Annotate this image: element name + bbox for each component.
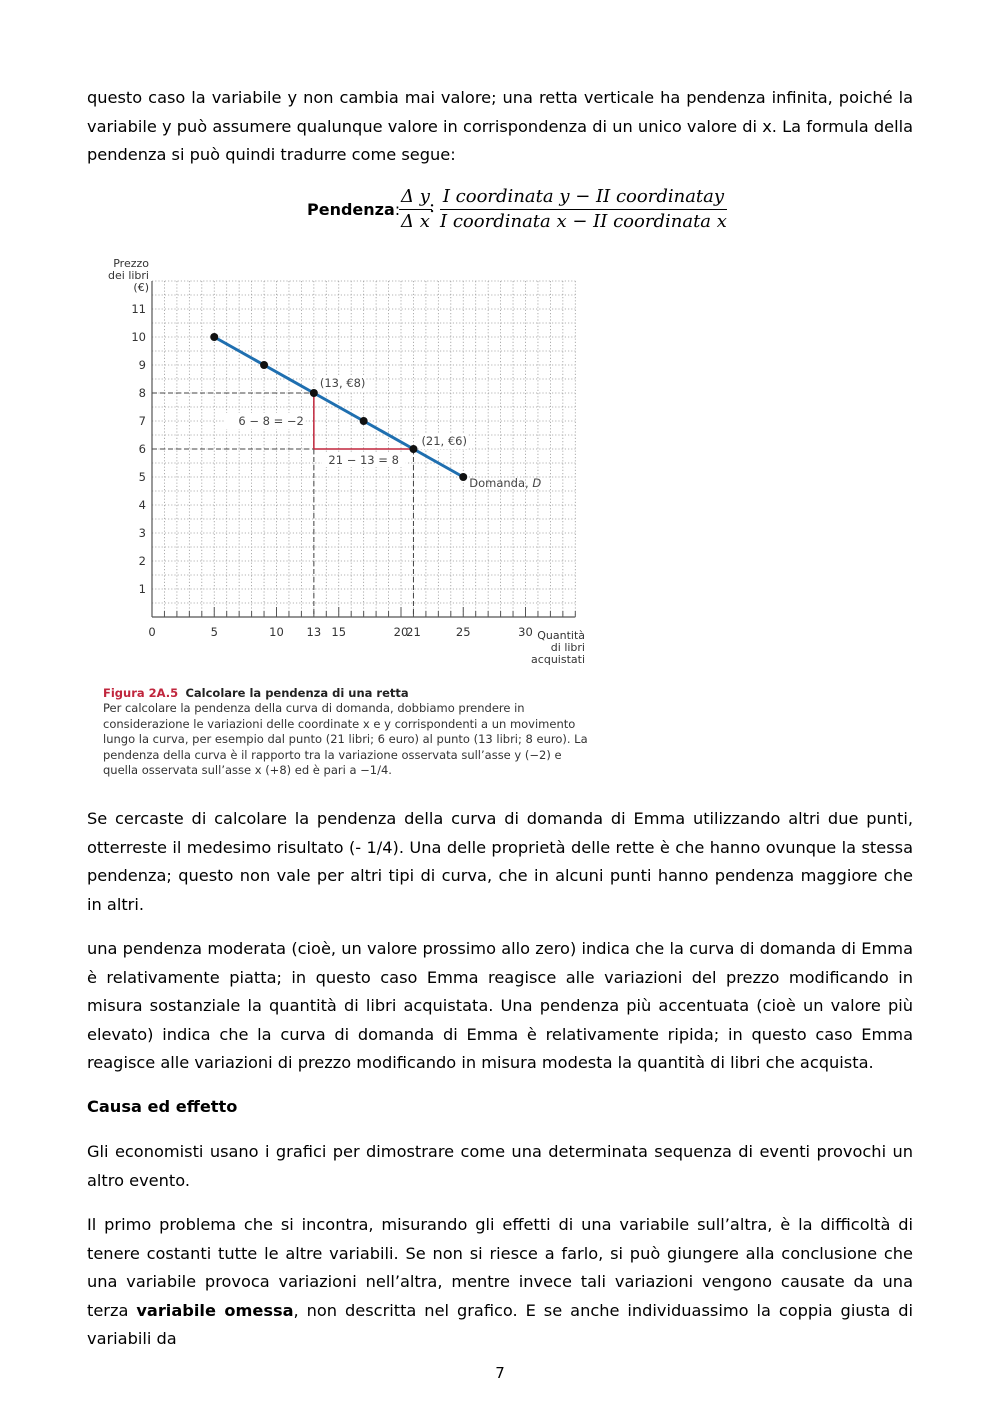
paragraph-same-result: Se cercaste di calcolare la pendenza della curva di domanda di Emma utilizzando altri due punti, otterreste il medesimo risultato (- 1/4). Una delle proprietà delle rette è che hanno ovunque la stessa pendenza; questo non vale per altri tipi di curva, che in alcuni punti hanno pendenza maggiore che in altri. bbox=[87, 809, 913, 914]
y-tick-label: 9 bbox=[138, 358, 146, 372]
delta-x: Δ x bbox=[401, 211, 430, 232]
rise-label: 6 − 8 = −2 bbox=[238, 414, 304, 428]
point-a-label: (13, €8) bbox=[319, 376, 366, 390]
demand-point bbox=[459, 473, 467, 481]
demand-point bbox=[409, 445, 417, 453]
y-tick-label: 11 bbox=[131, 302, 146, 316]
run-label: 21 − 13 = 8 bbox=[328, 453, 399, 467]
y-axis-title: (€) bbox=[133, 281, 149, 294]
paragraph-moderate-slope: una pendenza moderata (cioè, un valore prossimo allo zero) indica che la curva di domanda di Emma è relativamente piatta; in questo caso Emma reagisce alle variazioni del prezzo modificando in misura sostanziale la quantità di libri acquistata. Una pendenza più accentuata (cioè un valore più elevato) indica che la curva di domanda di Emma è relativamente ripida; in questo caso Emma reagisce alle variazioni di prezzo modificando in misura modesta la quantità di libri che acquista. bbox=[87, 939, 913, 1073]
paragraph-omitted-start: Il primo problema che si incontra, misurando gli effetti di una variabile sull’altra, è la difficoltà di tenere costanti tutte le altre variabili. Se non si riesce a farlo, si può giungere alla conclusione che una variabile provoca variazioni nell’altra, mentre invece tali variazioni vengono causate da una terza bbox=[87, 1215, 913, 1320]
figure-text: Per calcolare la pendenza della curva di domanda, dobbiamo prendere in considerazione le variazioni delle coordinate x e y corrispondenti a un movimento lungo la curva, per esempio dal punto (21 libri; 6 euro) al punto (13 libri; 8 euro). La pendenza della curva è il rapporto tra la variazione osservata sull’asse y (−2) e quella osservata sull’asse x (+8) ed è pari a −1/4. bbox=[103, 701, 588, 778]
x-axis-title: di libri bbox=[550, 641, 585, 654]
x-axis-title: Quantità bbox=[537, 629, 585, 642]
figure-title: Calcolare la pendenza di una retta bbox=[185, 686, 409, 700]
demand-point bbox=[360, 417, 368, 425]
formula-colon: : bbox=[429, 196, 436, 217]
delta-y: Δ y bbox=[399, 185, 432, 210]
formula-label-sep: : bbox=[394, 200, 401, 219]
point-b-label: (21, €6) bbox=[421, 434, 468, 448]
demand-point bbox=[260, 361, 268, 369]
y-tick-label: 2 bbox=[138, 554, 146, 568]
chart-labels bbox=[108, 257, 585, 666]
delta-fraction bbox=[399, 185, 432, 234]
x-tick-label: 0 bbox=[148, 625, 156, 639]
demand-point bbox=[310, 389, 318, 397]
series-label: Domanda, D bbox=[469, 476, 542, 490]
omitted-variable-term: variabile omessa bbox=[136, 1300, 294, 1320]
x-tick-label: 15 bbox=[331, 625, 347, 639]
x-tick-label: 25 bbox=[455, 625, 471, 639]
x-tick-label: 21 bbox=[406, 625, 421, 639]
x-tick-label: 13 bbox=[306, 625, 322, 639]
y-tick-label: 10 bbox=[131, 330, 146, 344]
page-number: 7 bbox=[495, 1364, 505, 1382]
y-tick-label: 3 bbox=[138, 526, 146, 540]
x-tick-label: 10 bbox=[269, 625, 284, 639]
y-tick-label: 4 bbox=[138, 498, 146, 512]
x-tick-label: 20 bbox=[393, 625, 409, 639]
y-tick-label: 6 bbox=[138, 442, 146, 456]
coordinate-denominator: I coordinata x − II coordinata x bbox=[440, 211, 727, 232]
formula-label: Pendenza bbox=[307, 200, 395, 219]
paragraph-intro: questo caso la variabile y non cambia mai valore; una retta verticale ha pendenza infinita, poiché la variabile y può assumere qualunque valore in corrispondenza di un unico valore di x. La formula della pendenza si può quindi tradurre come segue: bbox=[87, 88, 913, 165]
y-tick-label: 8 bbox=[138, 386, 146, 400]
paragraph-economists: Gli economisti usano i grafici per dimostrare come una determinata sequenza di eventi provochi un altro evento. bbox=[87, 1142, 913, 1190]
y-axis-title: Prezzo bbox=[113, 257, 149, 270]
y-tick-label: 1 bbox=[138, 582, 146, 596]
y-axis-title: dei libri bbox=[108, 269, 149, 282]
x-tick-label: 5 bbox=[210, 625, 218, 639]
coordinate-fraction bbox=[440, 185, 727, 234]
y-tick-label: 5 bbox=[138, 470, 146, 484]
demand-point bbox=[210, 333, 218, 341]
paragraph-omitted-variable bbox=[87, 1211, 913, 1354]
figure-caption bbox=[103, 686, 593, 778]
demand-chart bbox=[100, 255, 600, 680]
x-tick-label: 30 bbox=[518, 625, 533, 639]
coordinate-numerator: I coordinata y − II coordinatay bbox=[440, 185, 727, 210]
figure-number: Figura 2A.5 bbox=[103, 686, 179, 700]
paragraph-omitted-end: , non descritta nel grafico. E se anche individuassimo la coppia giusta di variabili da bbox=[87, 1300, 914, 1349]
y-tick-label: 7 bbox=[138, 414, 146, 428]
slope-formula bbox=[0, 183, 1000, 235]
section-heading: Causa ed effetto bbox=[87, 1097, 238, 1116]
x-axis-title: acquistati bbox=[531, 653, 585, 666]
